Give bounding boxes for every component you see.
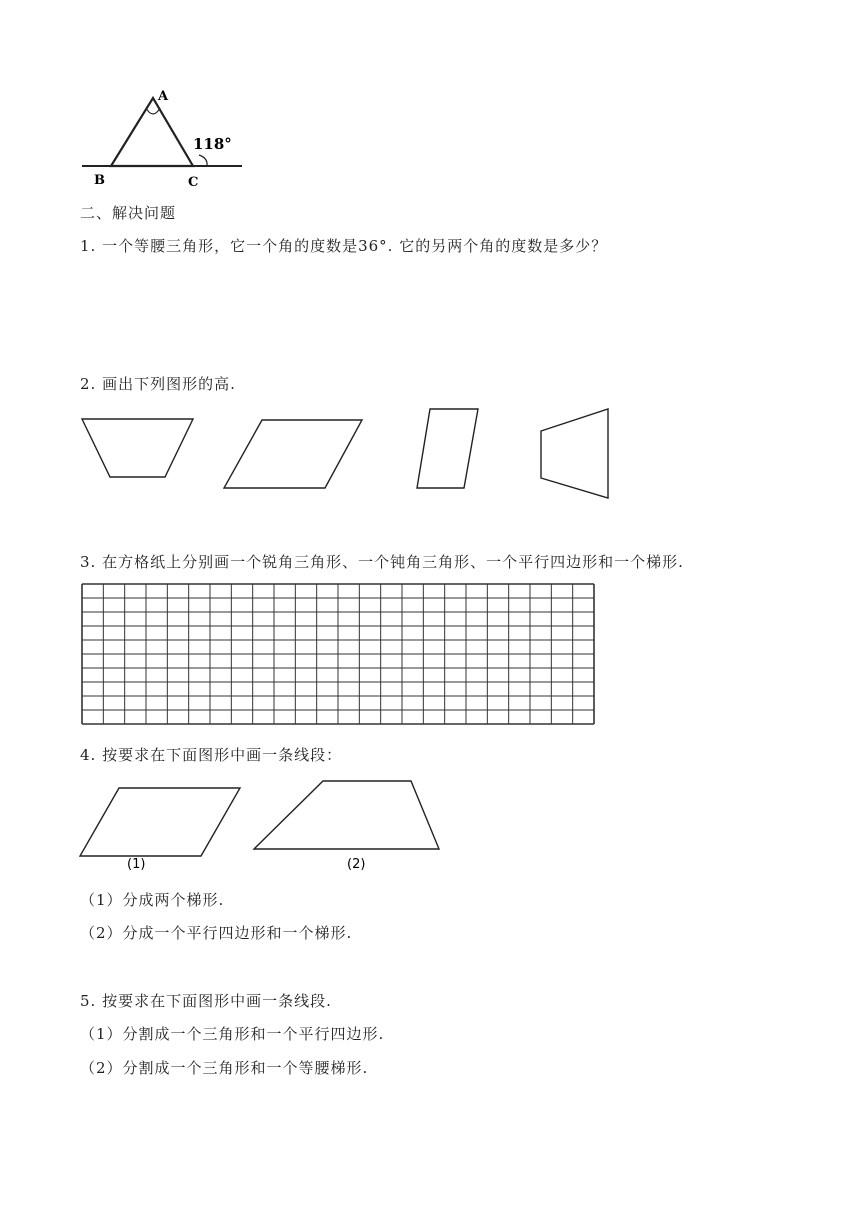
question-4: 4. 按要求在下面图形中画一条线段：: [80, 746, 343, 764]
angle-label: 118°: [193, 135, 232, 153]
label-c: C: [188, 175, 199, 190]
label-b: B: [94, 173, 105, 188]
q4-sub-1: （1）分成两个梯形.: [80, 891, 225, 909]
question-2: 2. 画出下列图形的高.: [80, 375, 236, 393]
section-title: 二、解决问题: [80, 204, 177, 222]
q4-caption-2: (2): [347, 857, 366, 872]
question-3: 3. 在方格纸上分别画一个锐角三角形、一个钝角三角形、一个平行四边形和一个梯形.: [80, 553, 684, 571]
q4-parallelogram: [80, 788, 240, 856]
q4-trapezoid: [254, 781, 439, 849]
label-a: A: [158, 89, 169, 104]
q5-sub-1: （1）分割成一个三角形和一个平行四边形.: [80, 1025, 385, 1043]
q4-caption-1: (1): [127, 857, 146, 872]
q5-sub-2: （2）分割成一个三角形和一个等腰梯形.: [80, 1059, 369, 1077]
question-5: 5. 按要求在下面图形中画一条线段.: [80, 992, 332, 1010]
question-1: 1. 一个等腰三角形，它一个角的度数是36°. 它的另两个角的度数是多少？: [80, 237, 608, 255]
q4-sub-2: （2）分成一个平行四边形和一个梯形.: [80, 924, 353, 942]
